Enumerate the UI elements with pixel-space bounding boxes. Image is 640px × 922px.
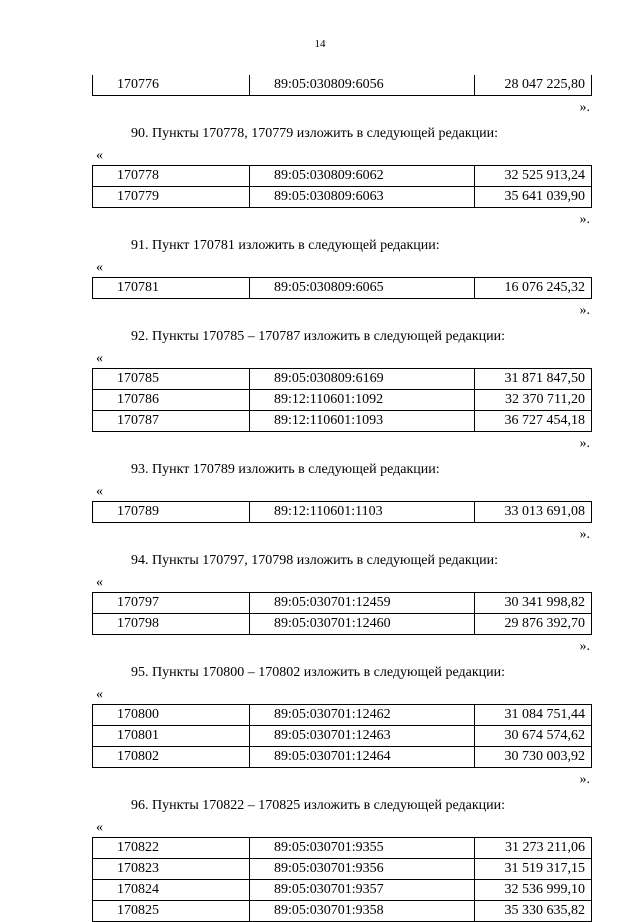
closing-quote: ».	[579, 772, 590, 787]
cadastral-value-cell: 31 273 211,06	[475, 838, 592, 859]
cadastral-number-cell: 89:05:030701:12459	[250, 593, 475, 614]
amendment-table	[92, 704, 592, 768]
amendment-table	[92, 837, 592, 922]
table-row	[93, 502, 592, 523]
row-number-cell: 170798	[93, 614, 250, 635]
row-number-cell: 170781	[93, 278, 250, 299]
amendment-table	[92, 501, 592, 523]
closing-quote: ».	[579, 436, 590, 451]
row-number-cell: 170825	[93, 901, 250, 922]
cadastral-value-cell: 35 641 039,90	[475, 187, 592, 208]
cadastral-value-cell: 28 047 225,80	[475, 75, 592, 96]
table-row	[93, 166, 592, 187]
section-heading: 94. Пункты 170797, 170798 изложить в следующей редакции:	[131, 553, 499, 568]
cadastral-number-cell: 89:05:030701:12464	[250, 747, 475, 768]
continued-table	[92, 75, 592, 96]
row-number-cell: 170787	[93, 411, 250, 432]
cadastral-number-cell: 89:05:030809:6062	[250, 166, 475, 187]
row-number-cell: 170822	[93, 838, 250, 859]
cadastral-number-cell: 89:05:030809:6065	[250, 278, 475, 299]
opening-quote: «	[96, 148, 103, 163]
amendment-table	[92, 368, 592, 432]
cadastral-number-cell: 89:12:110601:1092	[250, 390, 475, 411]
opening-quote: «	[96, 575, 103, 590]
row-number-cell: 170779	[93, 187, 250, 208]
row-number-cell: 170778	[93, 166, 250, 187]
cadastral-number-cell: 89:05:030701:12463	[250, 726, 475, 747]
opening-quote: «	[96, 687, 103, 702]
cadastral-value-cell: 36 727 454,18	[475, 411, 592, 432]
opening-quote: «	[96, 820, 103, 835]
row-number-cell: 170776	[93, 75, 250, 96]
section-heading: 92. Пункты 170785 – 170787 изложить в следующей редакции:	[131, 329, 506, 344]
table-row	[93, 838, 592, 859]
closing-quote: ».	[579, 527, 590, 542]
row-number-cell: 170800	[93, 705, 250, 726]
closing-quote: ».	[579, 639, 590, 654]
cadastral-number-cell: 89:05:030701:9357	[250, 880, 475, 901]
cadastral-number-cell: 89:05:030701:9358	[250, 901, 475, 922]
cadastral-number-cell: 89:05:030701:9356	[250, 859, 475, 880]
table-row	[93, 614, 592, 635]
cadastral-number-cell: 89:05:030701:12462	[250, 705, 475, 726]
row-number-cell: 170785	[93, 369, 250, 390]
cadastral-value-cell: 33 013 691,08	[475, 502, 592, 523]
cadastral-number-cell: 89:05:030809:6056	[250, 75, 475, 96]
cadastral-value-cell: 16 076 245,32	[475, 278, 592, 299]
cadastral-value-cell: 30 341 998,82	[475, 593, 592, 614]
cadastral-number-cell: 89:12:110601:1093	[250, 411, 475, 432]
cadastral-value-cell: 35 330 635,82	[475, 901, 592, 922]
cadastral-number-cell: 89:05:030809:6063	[250, 187, 475, 208]
table-row	[93, 75, 592, 96]
row-number-cell: 170802	[93, 747, 250, 768]
opening-quote: «	[96, 484, 103, 499]
table-row	[93, 593, 592, 614]
row-number-cell: 170786	[93, 390, 250, 411]
section-heading: 95. Пункты 170800 – 170802 изложить в следующей редакции:	[131, 665, 506, 680]
document-body	[92, 75, 592, 922]
table-row	[93, 705, 592, 726]
row-number-cell: 170801	[93, 726, 250, 747]
table-row	[93, 747, 592, 768]
cadastral-value-cell: 29 876 392,70	[475, 614, 592, 635]
cadastral-number-cell: 89:05:030701:9355	[250, 838, 475, 859]
amendment-table	[92, 165, 592, 208]
cadastral-number-cell: 89:05:030701:12460	[250, 614, 475, 635]
row-number-cell: 170824	[93, 880, 250, 901]
row-number-cell: 170797	[93, 593, 250, 614]
section-heading: 90. Пункты 170778, 170779 изложить в следующей редакции:	[131, 126, 499, 141]
opening-quote: «	[96, 351, 103, 366]
table-row	[93, 901, 592, 922]
table-row	[93, 369, 592, 390]
row-number-cell: 170789	[93, 502, 250, 523]
table-row	[93, 187, 592, 208]
page-number: 14	[314, 38, 326, 50]
amendment-table	[92, 277, 592, 299]
table-row	[93, 726, 592, 747]
table-row	[93, 859, 592, 880]
cadastral-value-cell: 30 730 003,92	[475, 747, 592, 768]
amendment-table	[92, 592, 592, 635]
section-heading: 96. Пункты 170822 – 170825 изложить в следующей редакции:	[131, 798, 506, 813]
section-heading: 93. Пункт 170789 изложить в следующей редакции:	[131, 462, 440, 477]
cadastral-value-cell: 31 519 317,15	[475, 859, 592, 880]
closing-quote: ».	[579, 212, 590, 227]
cadastral-value-cell: 32 536 999,10	[475, 880, 592, 901]
cadastral-value-cell: 30 674 574,62	[475, 726, 592, 747]
closing-quote: ».	[579, 303, 590, 318]
cadastral-value-cell: 31 084 751,44	[475, 705, 592, 726]
table-row	[93, 411, 592, 432]
table-row	[93, 390, 592, 411]
row-number-cell: 170823	[93, 859, 250, 880]
cadastral-value-cell: 32 525 913,24	[475, 166, 592, 187]
table-row	[93, 880, 592, 901]
opening-quote: «	[96, 260, 103, 275]
cadastral-value-cell: 32 370 711,20	[475, 390, 592, 411]
cadastral-number-cell: 89:05:030809:6169	[250, 369, 475, 390]
cadastral-value-cell: 31 871 847,50	[475, 369, 592, 390]
cadastral-number-cell: 89:12:110601:1103	[250, 502, 475, 523]
table-row	[93, 278, 592, 299]
section-heading: 91. Пункт 170781 изложить в следующей редакции:	[131, 238, 440, 253]
closing-quote: ».	[579, 100, 590, 115]
